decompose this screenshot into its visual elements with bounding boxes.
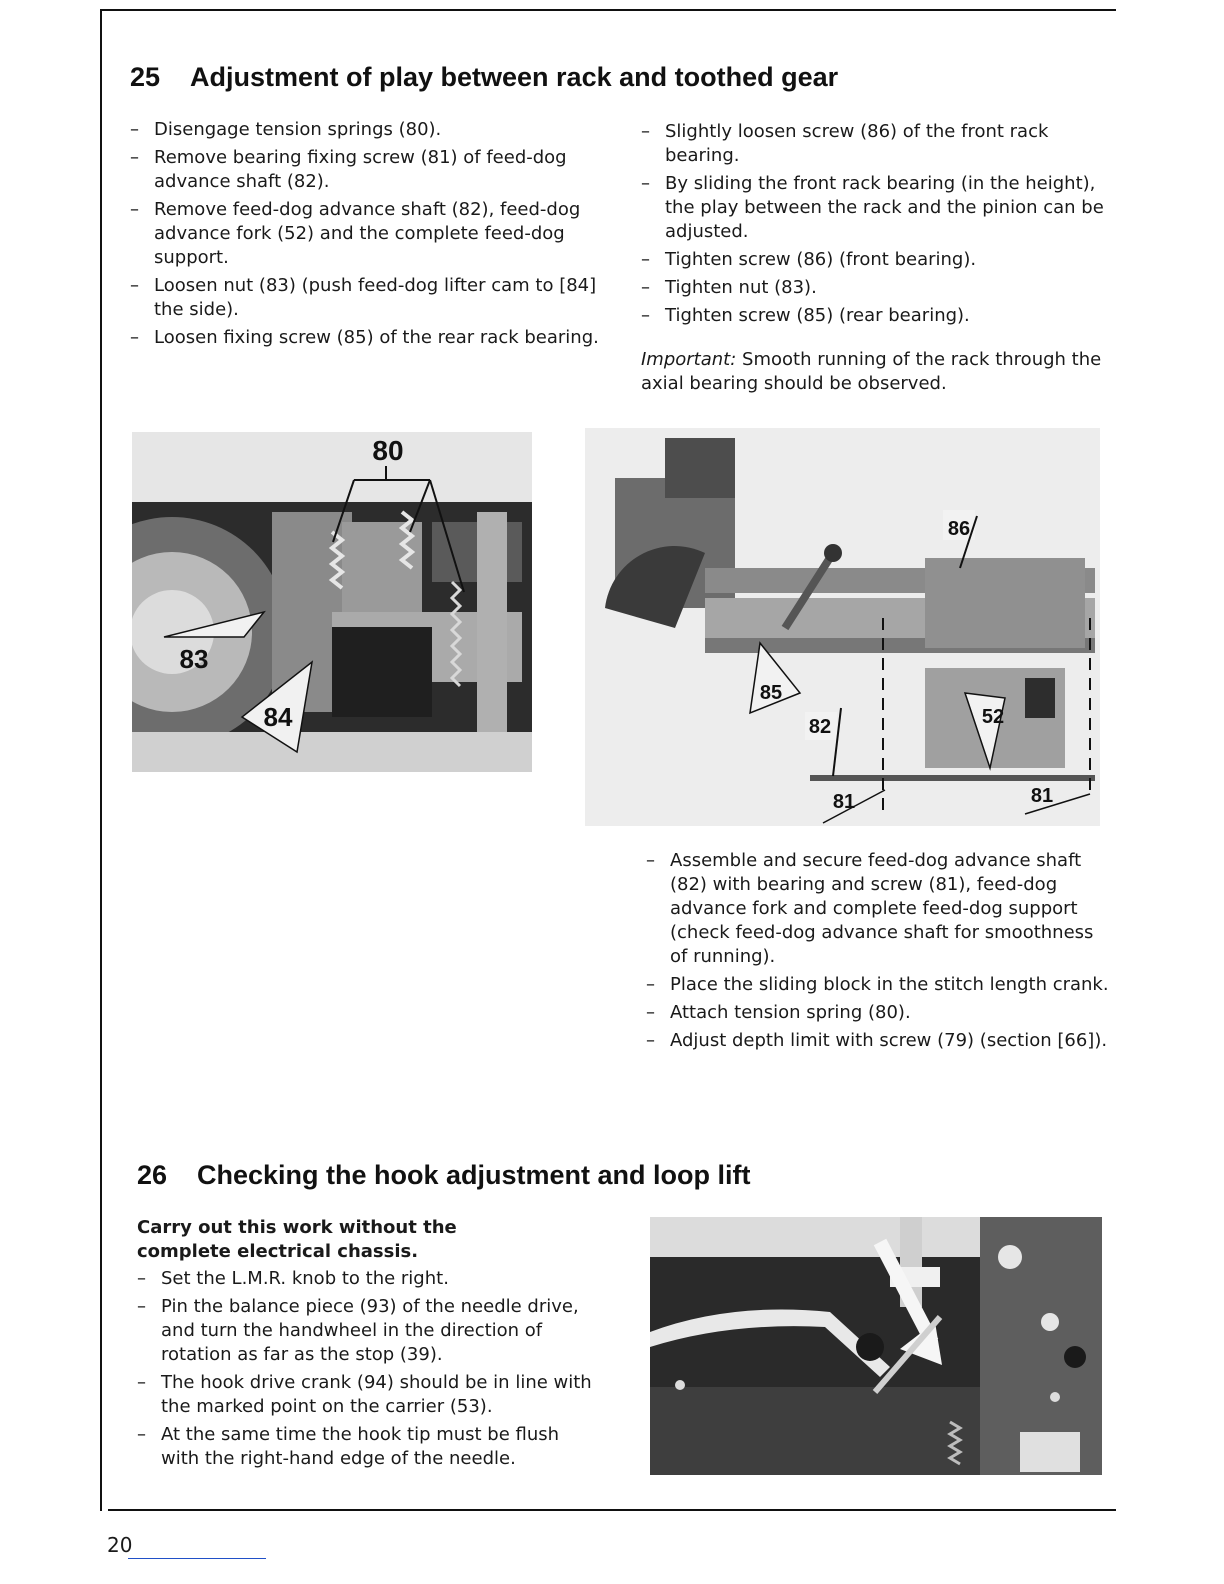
- section-25-title: Adjustment of play between rack and toothed gear: [190, 62, 839, 92]
- section-25-number: 25: [130, 62, 161, 92]
- figure-rack-left-photo: [132, 432, 532, 772]
- page-number-underline: [128, 1558, 266, 1559]
- figure-left-callout: 84: [263, 702, 293, 732]
- list-item: – Loosen fixing screw (85) of the rear rack bearing.: [130, 326, 600, 350]
- list-item: – Place the sliding block in the stitch length crank.: [646, 973, 1112, 997]
- section-26-title: Checking the hook adjustment and loop lift: [197, 1160, 751, 1190]
- list-item: – Pin the balance piece (93) of the needle drive, and turn the handwheel in the direction of rotation as far as the stop (39).: [137, 1295, 597, 1367]
- list-item: – Slightly loosen screw (86) of the front rack bearing.: [641, 120, 1111, 168]
- figure-right-callout: 81: [832, 791, 856, 813]
- page-frame-left: [100, 9, 102, 1511]
- list-item: – Assemble and secure feed-dog advance shaft (82) with bearing and screw (81), feed-dog advance fork and complete feed-dog support (check feed-dog advance shaft for smoothness of running).: [646, 849, 1112, 969]
- list-item: – Set the L.M.R. knob to the right.: [137, 1267, 597, 1291]
- figure-right-callout: 82: [808, 716, 832, 738]
- page-frame-bottom: [108, 1509, 1116, 1511]
- important-label: Important:: [641, 349, 737, 370]
- page-frame-top: [100, 9, 1116, 11]
- figure-right-callout: 52: [981, 706, 1005, 728]
- section-25-heading: [130, 62, 838, 93]
- figure-hook-photo: [650, 1217, 1102, 1475]
- list-item: – By sliding the front rack bearing (in the height), the play between the rack and the pinion can be adjusted.: [641, 172, 1111, 244]
- section-25-right-steps: [641, 120, 1111, 332]
- section-26-number: 26: [137, 1160, 168, 1190]
- figure-right-callout: 85: [759, 682, 783, 704]
- list-item: – Attach tension spring (80).: [646, 1001, 1112, 1025]
- important-note: [641, 348, 1111, 396]
- list-item: – Loosen nut (83) (push feed-dog lifter cam to [84] the side).: [130, 274, 600, 322]
- list-item: – At the same time the hook tip must be flush with the right-hand edge of the needle.: [137, 1423, 597, 1471]
- section-26-heading: [137, 1160, 751, 1191]
- list-item: – The hook drive crank (94) should be in line with the marked point on the carrier (53).: [137, 1371, 597, 1419]
- section-26-note: Carry out this work without the complete electrical chassis.: [137, 1217, 457, 1262]
- figure-left-callout: 83: [179, 644, 209, 674]
- figure-right-callout: 81: [1030, 785, 1054, 807]
- list-item: – Remove feed-dog advance shaft (82), feed-dog advance fork (52) and the complete feed-dog support.: [130, 198, 600, 270]
- important-text: Smooth running of the rack through the axial bearing should be observed.: [641, 349, 1102, 394]
- list-item: – Remove bearing fixing screw (81) of feed-dog advance shaft (82).: [130, 146, 600, 194]
- list-item: – Disengage tension springs (80).: [130, 118, 600, 142]
- list-item: – Tighten screw (86) (front bearing).: [641, 248, 1111, 272]
- list-item: – Tighten nut (83).: [641, 276, 1111, 300]
- list-item: – Adjust depth limit with screw (79) (section [66]).: [646, 1029, 1112, 1053]
- figure-left-callout: 80: [372, 435, 404, 466]
- figure-rack-right-photo: [585, 428, 1100, 826]
- list-item: – Tighten screw (85) (rear bearing).: [641, 304, 1111, 328]
- figure-right-callout: 86: [947, 518, 971, 540]
- page-number: 20: [107, 1533, 133, 1557]
- section-26-steps: [137, 1267, 597, 1475]
- section-25-left-steps: [130, 118, 600, 354]
- section-25-reassembly-steps: [646, 849, 1112, 1057]
